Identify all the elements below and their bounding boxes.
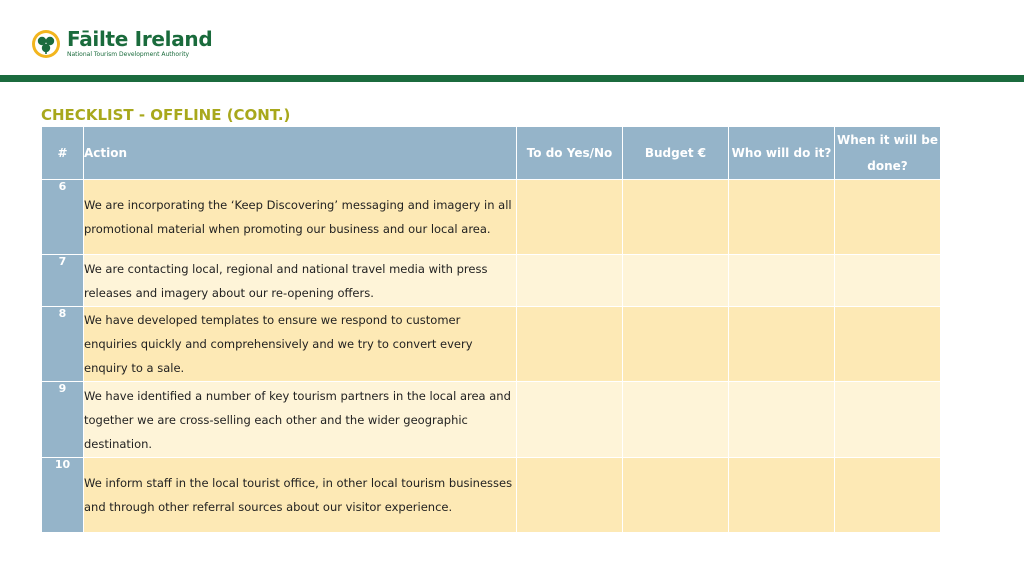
table-row [42,255,941,307]
row-number: 8 [42,307,84,382]
checklist-table [41,126,941,533]
row-action: We inform staff in the local tourist office, in other local tourism businesses and through other referral sources about our visitor experience. [84,458,517,533]
who-cell[interactable] [729,255,835,307]
table-row [42,458,941,533]
header-who: Who will do it? [729,127,835,180]
when-cell[interactable] [835,382,941,458]
shamrock-logo-icon [31,29,61,59]
budget-cell[interactable] [623,180,729,255]
row-number: 7 [42,255,84,307]
who-cell[interactable] [729,180,835,255]
who-cell[interactable] [729,458,835,533]
budget-cell[interactable] [623,307,729,382]
who-cell[interactable] [729,382,835,458]
header-number: # [42,127,84,180]
todo-cell[interactable] [517,382,623,458]
row-number: 10 [42,458,84,533]
table-row [42,382,941,458]
when-cell[interactable] [835,307,941,382]
who-cell[interactable] [729,307,835,382]
budget-cell[interactable] [623,255,729,307]
when-cell[interactable] [835,458,941,533]
table-row [42,180,941,255]
todo-cell[interactable] [517,307,623,382]
brand-name: Fāilte Ireland [67,27,213,51]
row-number: 9 [42,382,84,458]
budget-cell[interactable] [623,382,729,458]
header-divider [0,75,1024,82]
todo-cell[interactable] [517,180,623,255]
brand-tagline: National Tourism Development Authority [67,51,190,58]
table-header-row [42,127,941,180]
header-when: When it will be done? [835,127,941,180]
todo-cell[interactable] [517,255,623,307]
header-budget: Budget € [623,127,729,180]
row-number: 6 [42,180,84,255]
row-action: We have identified a number of key tourism partners in the local area and together we are cross-selling each other and the wider geographic destination. [84,382,517,458]
row-action: We are incorporating the ‘Keep Discovering’ messaging and imagery in all promotional material when promoting our business and our local area. [84,180,517,255]
row-action: We have developed templates to ensure we respond to customer enquiries quickly and comprehensively and we try to convert every enquiry to a sale. [84,307,517,382]
when-cell[interactable] [835,255,941,307]
brand-logo [31,28,212,59]
when-cell[interactable] [835,180,941,255]
header-todo: To do Yes/No [517,127,623,180]
table-row [42,307,941,382]
todo-cell[interactable] [517,458,623,533]
page-title: CHECKLIST - OFFLINE (CONT.) [41,106,291,124]
header-action: Action [84,127,517,180]
budget-cell[interactable] [623,458,729,533]
row-action: We are contacting local, regional and national travel media with press releases and imagery about our re-opening offers. [84,255,517,307]
